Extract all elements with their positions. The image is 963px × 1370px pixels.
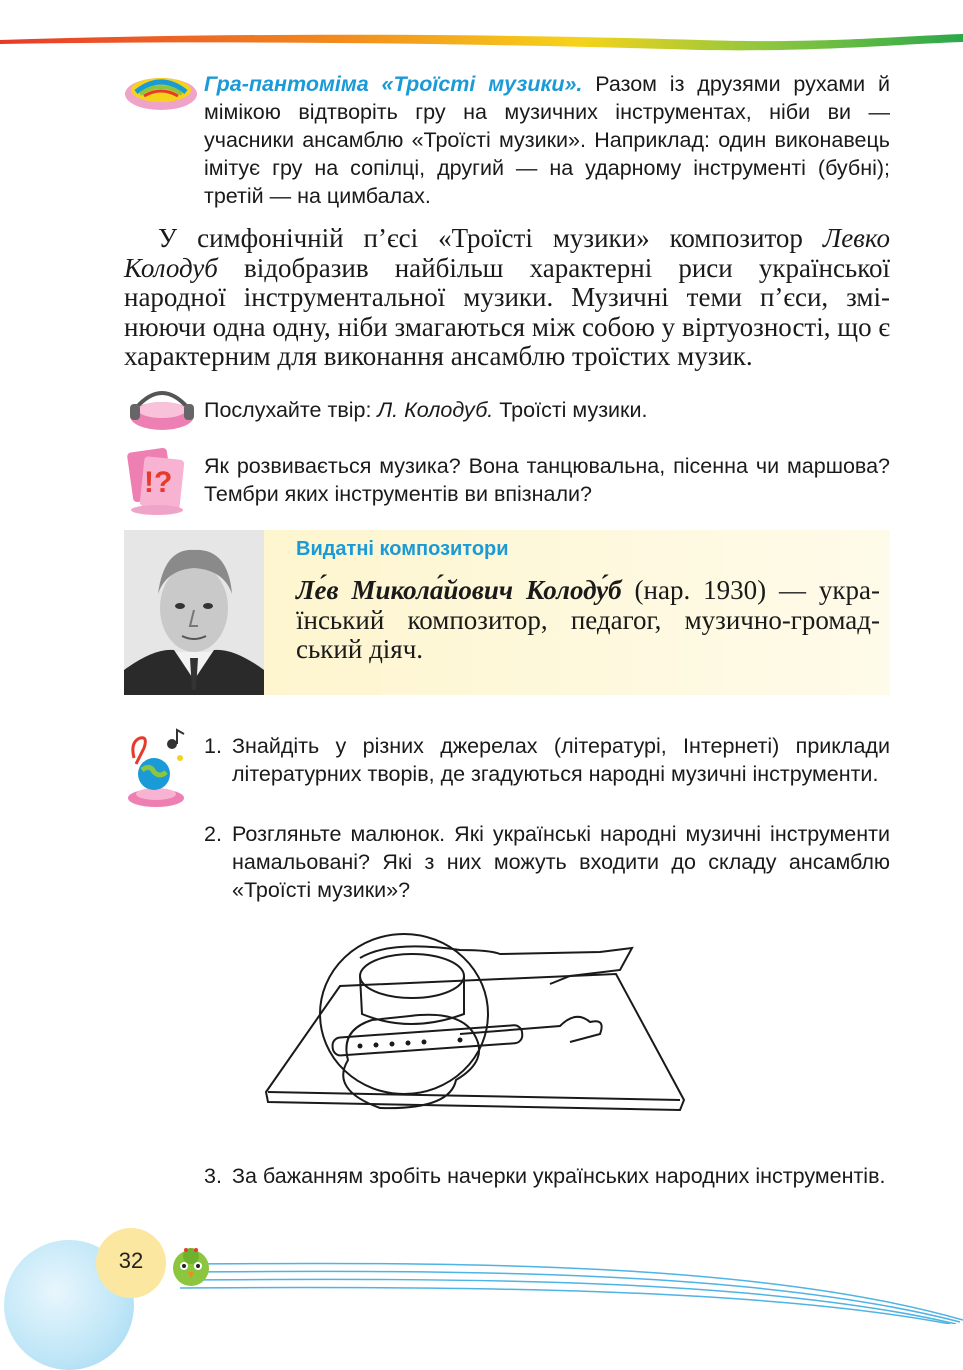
listen-line [204,396,890,424]
listen-title: Троїсті музики. [493,398,648,422]
question-text: Як розвивається музика? Вона танцювальна, пісенна чи маршова? Тембри яких інструментів ви впізнали? [204,454,890,506]
pantomime-title: Гра-пантоміма «Троїсті музики». [204,72,583,96]
task-2-text: Розгляньте малюнок. Які українські народні музичні інструменти намальовані? Які з них можуть входити до складу ансамблю «Троїсті музики»? [232,822,890,902]
composer-portrait [124,530,264,695]
pantomime-block [204,70,890,210]
pantomime-icon [122,68,200,114]
task-1-number: 1. [204,734,222,758]
task-3 [204,1162,890,1190]
main-paragraph-composer: Левко Колодуб [124,223,890,283]
main-paragraph-before: У симфонічній п’єсі «Троїсті музики» композитор [158,223,823,253]
listen-prefix: Послухайте твір: [204,398,378,422]
bird-mascot-icon [166,1240,216,1290]
composer-name: Ле́в Микола́йович Колоду́б [296,575,622,605]
task-1 [204,732,890,788]
composer-heading: Видатні композитори [296,538,509,560]
listen-author: Л. Колодуб. [377,398,494,422]
task-1-text: Знайдіть у різних джерелах (літературі, Інтернеті) приклади літературних творів, де згадуються народні музичні інструменти. [232,734,890,786]
task-2-number: 2. [204,822,222,846]
globe-music-icon [120,728,192,810]
svg-text:!?: !? [144,466,173,499]
task-3-text: За бажанням зробіть начерки українських народних інструментів. [232,1164,886,1188]
page-number: 32 [118,1248,144,1273]
composer-text [296,576,880,665]
question-icon [124,444,190,516]
main-paragraph [124,224,890,372]
composer-rest: (нар. 1930) — український композитор, педагог, музично-громадський діяч. [296,575,880,665]
task-2 [204,820,890,904]
main-paragraph-after: відобразив найбільш характерні риси української народної інструментальної музики. Музичні теми п’єси, змінюючи одна одну, ніби змагаються між собою у віртуозності, що є характерним для виконання ансамблю троїстих музик. [124,252,890,372]
instruments-drawing [260,930,700,1130]
headphones-icon [126,382,198,434]
bottom-staff-lines [160,1244,963,1324]
task-3-number: 3. [204,1164,222,1188]
pantomime-text: Разом із друзями рухами й мімікою відтворіть гру на музичних інструментах, ніби ви — учасники ансамблю «Троїсті музики». Наприклад: один виконавець імітує гру на сопілці, другий — на ударному інструменті (бубні); третій — на цимбалах. [204,72,890,208]
top-rainbow-stripe [0,0,963,60]
